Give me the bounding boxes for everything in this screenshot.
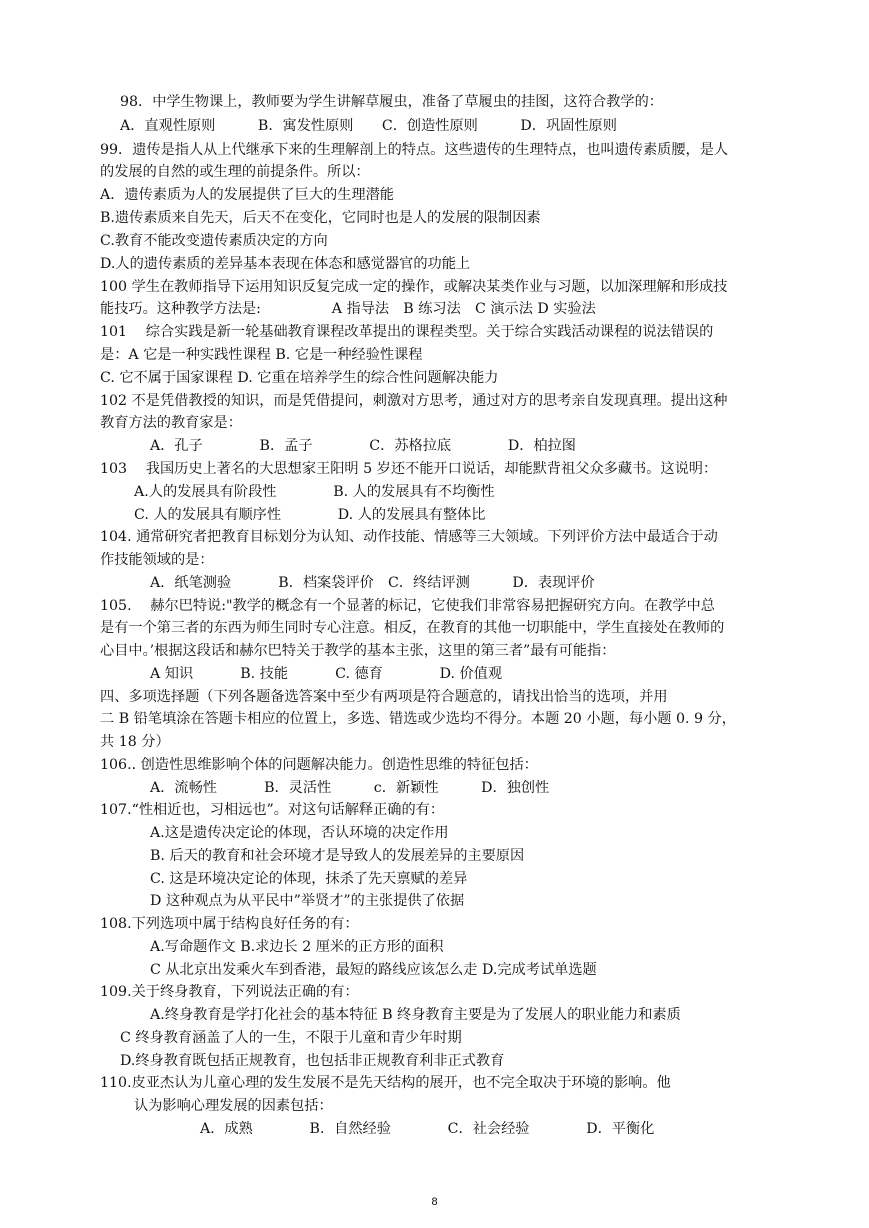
question-99-stem-cont: 的发展的自然的或生理的前提条件。所以：	[100, 164, 370, 180]
question-109-options-ab: A.终身教育是学打化社会的基本特征 B 终身教育主要是为了发展人的职业能力和素质	[150, 1007, 681, 1023]
question-108-stem: 108.下列选项中属于结构良好任务的有：	[100, 916, 359, 932]
question-107-option-c: C. 这是环境决定论的体现，抹杀了先天禀赋的差异	[150, 871, 468, 887]
section-4-instructions-cont: 共 18 分）	[100, 734, 170, 750]
question-101-stem: 101 综合实践是新一轮基础教育课程改革提出的课程类型。关于综合实践活动课程的说法错误的	[100, 324, 714, 340]
question-106-stem: 106.. 创造性思维影响个体的问题解决能力。创造性思维的特征包括：	[100, 757, 538, 773]
question-109-stem: 109.关于终身教育，下列说法正确的有：	[100, 984, 359, 1000]
question-104-stem-cont: 作技能领域的是：	[100, 552, 214, 568]
question-103-options-cd: C. 人的发展具有顺序性 D. 人的发展具有整体比	[134, 507, 486, 523]
question-109-option-d: D.终身教育既包括正规教育，也包括非正规教育利非正式教育	[120, 1053, 505, 1069]
question-107-stem: 107.“性相近也，习相远也”。对这句话解释正确的有：	[100, 802, 445, 818]
question-103-stem: 103 我国历史上著名的大思想家王阳明 5 岁还不能开口说话，却能默背祖父众多藏书。这说明：	[100, 461, 718, 477]
question-104-stem: 104. 通常研究者把教育目标划分为认知、动作技能、情感等三大领域。下列评价方法中最适合于动	[100, 529, 718, 545]
question-108-options-ab: A.写命题作文 B.求边长 2 厘米的正方形的面积	[150, 939, 444, 955]
question-99-option-d: D.人的遗传素质的差异基本表现在体态和感觉器官的功能上	[100, 256, 471, 272]
question-99-option-b: B.遗传素质来自先天，后天不在变化，它同时也是人的发展的限制因素	[100, 210, 541, 226]
question-104-options: A．纸笔测验 B．档案袋评价 C．终结评测 D．表现评价	[150, 575, 595, 591]
question-109-option-c: C 终身教育涵盖了人的一生，不限于儿童和青少年时期	[120, 1030, 462, 1046]
section-4-instructions: 二 B 铅笔填涂在答题卡相应的位置上，多选、错选或少选均不得分。本题 20 小题，每小题 0. 9 分，	[100, 711, 736, 727]
question-108-options-cd: C 从北京出发乘火车到香港，最短的路线应该怎么走 D.完成考试单选题	[150, 962, 597, 978]
page-number: 8	[431, 1196, 438, 1208]
question-106-options: A．流畅性 B．灵活性 c．新颖性 D．独创性	[150, 780, 550, 796]
question-102-options: A．孔子 B．孟子 C．苏格拉底 D．柏拉图	[150, 438, 576, 454]
question-99-stem: 99．遗传是指人从上代继承下来的生理解剖上的特点。这些遗传的生理特点，也叫遗传素质腰，是人	[100, 142, 729, 158]
question-99-option-c: C.教育不能改变遗传素质决定的方向	[100, 233, 328, 249]
question-101-options-cd: C. 它不属于国家课程 D. 它重在培养学生的综合性问题解决能力	[100, 370, 499, 386]
question-107-option-b: B. 后天的教育和社会环境才是导致人的发展差异的主要原因	[150, 848, 525, 864]
question-102-stem-cont: 教育方法的教育家是：	[100, 415, 242, 431]
question-107-option-d: D 这种观点为从平民中”举贤才”的主张提供了依据	[150, 893, 465, 909]
question-107-option-a: A.这是遗传决定论的体现，否认环境的决定作用	[150, 825, 449, 841]
question-110-stem: 110.皮亚杰认为儿童心理的发生发展不是先天结构的展开，也不完全取决于环境的影响。他	[100, 1075, 671, 1091]
question-102-stem: 102 不是凭借教授的知识，而是凭借提问，刺激对方思考，通过对方的思考亲自发现真理。提出这种	[100, 393, 728, 409]
question-100-stem: 100 学生在教师指导下运用知识反复完成一定的操作，或解决某类作业与习题，以加深理解和形成技	[100, 279, 728, 295]
question-105-stem: 105. 赫尔巴特说:"教学的概念有一个显著的标记，它使我们非常容易把握研究方向。在教学中总	[100, 598, 715, 614]
question-103-options-ab: A.人的发展具有阶段性 B. 人的发展具有不均衡性	[134, 484, 495, 500]
question-99-option-a: A．遗传素质为人的发展提供了巨大的生理潜能	[100, 187, 394, 203]
question-105-options: A 知识 B. 技能 C. 德育 D. 价值观	[150, 666, 503, 682]
question-100-options: 能技巧。这种教学方法是: A 指导法 B 练习法 C 演示法 D 实验法	[100, 301, 596, 317]
question-101-options-ab: 是：A 它是一种实践性课程 B. 它是一种经验性课程	[100, 347, 423, 363]
question-110-options: A．成熟 B．自然经验 C．社会经验 D．平衡化	[200, 1121, 655, 1137]
question-98-options: A．直观性原则 B．寓发性原则 C．创造性原则 D．巩固性原则	[120, 118, 617, 134]
question-105-stem-cont1: 是有一个第三者的东西为师生同时专心注意。相反，在教育的其他一切职能中，学生直接处在教师的	[100, 620, 725, 636]
section-4-heading: 四、多项选择题（下列各题备选答案中至少有两项是符合题意的，请找出恰当的选项，并用	[100, 689, 668, 705]
question-98-stem: 98．中学生物课上，教师要为学生讲解草履虫，准备了草履虫的挂图，这符合教学的：	[120, 94, 663, 110]
question-110-stem-cont: 认为影响心理发展的因素包括：	[134, 1098, 333, 1114]
question-105-stem-cont2: 心目中。’根据这段话和赫尔巴特关于教学的基本主张，这里的第三者”最有可能指：	[100, 643, 616, 659]
